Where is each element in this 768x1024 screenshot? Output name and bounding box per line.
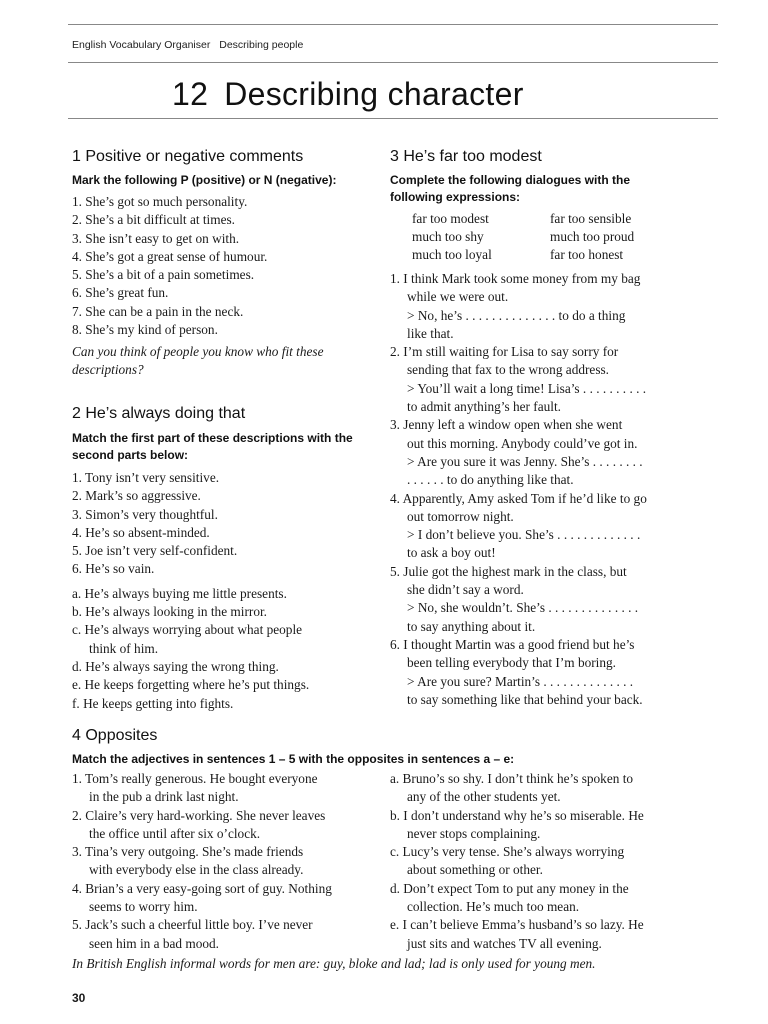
section-instruction: Match the first part of these descriptions with the <box>72 431 353 445</box>
sentence-item <box>72 916 390 953</box>
dialogue-response: > You’ll wait a long time! Lisa’s . . . . . . . . . . <box>407 380 647 396</box>
expression: much too shy <box>412 229 484 244</box>
ending-list <box>72 585 332 713</box>
dialogue-line: out this morning. Anybody could’ve got in. <box>407 435 638 451</box>
section-heading: 2 He’s always doing that <box>72 405 246 422</box>
dialogue-line: 1. I think Mark took some money from my bag <box>390 271 641 286</box>
sentence-line: seen him in a bad mood. <box>89 935 219 951</box>
right-sentences <box>390 770 708 953</box>
sentence-line: b. I don’t understand why he’s so miserable. He <box>390 807 644 823</box>
sentence-line: just sits and watches TV all evening. <box>407 935 602 951</box>
sentence-line: 2. Claire’s very hard-working. She never leaves <box>72 807 326 823</box>
sentence-line: 1. Tom’s really generous. He bought everyone <box>72 771 318 786</box>
expression: far too honest <box>550 247 624 262</box>
dialogue-line: sending that fax to the wrong address. <box>407 362 609 378</box>
list-item: 4. He’s so absent-minded. <box>72 524 210 540</box>
sentence-item <box>72 770 390 807</box>
sentence-line: with everybody else in the class already. <box>89 862 304 878</box>
section-instruction: following expressions: <box>390 190 521 204</box>
left-sentences <box>72 770 390 953</box>
dialogue-response: to say something like that behind your back. <box>407 691 643 707</box>
dialogue-response: > No, she wouldn’t. She’s . . . . . . . . . . . . . . <box>407 600 639 616</box>
dialogue-item <box>390 636 700 709</box>
dialogue-response: > Are you sure? Martin’s . . . . . . . . . . . . . . <box>407 673 634 689</box>
list-item: 6. He’s so vain. <box>72 561 155 577</box>
list-item: 5. She’s a bit of a pain sometimes. <box>72 267 255 283</box>
dialogue-response: > No, he’s . . . . . . . . . . . . . . to do a thing <box>407 307 626 323</box>
list-item: f. He keeps getting into fights. <box>72 695 234 711</box>
sentence-list <box>72 193 372 339</box>
sentence-item <box>390 880 708 917</box>
top-rule <box>68 24 718 25</box>
section-instruction: Mark the following P (positive) or N (negative): <box>72 173 337 187</box>
list-item: 1. Tony isn’t very sensitive. <box>72 470 220 485</box>
list-item: 6. She’s great fun. <box>72 285 169 301</box>
list-item: 3. She isn’t easy to get on with. <box>72 230 240 246</box>
list-item: d. He’s always saying the wrong thing. <box>72 658 279 674</box>
list-item: 7. She can be a pain in the neck. <box>72 303 244 319</box>
description-list <box>72 469 372 579</box>
sentence-line: e. I can’t believe Emma’s husband’s so lazy. He <box>390 917 644 933</box>
list-item: 4. She’s got a great sense of humour. <box>72 248 268 264</box>
sentence-item <box>72 843 390 880</box>
sentence-line: a. Bruno’s so shy. I don’t think he’s spoken to <box>390 771 634 786</box>
list-item: c. He’s always worrying about what people think of him. <box>72 622 303 656</box>
section-instruction: Match the adjectives in sentences 1 – 5 with the opposites in sentences a – e: <box>72 752 515 766</box>
dialogue-response: like that. <box>407 325 454 341</box>
dialogue-response: . . . . . . to do anything like that. <box>407 472 574 488</box>
sentence-line: d. Don’t expect Tom to put any money in the <box>390 880 629 896</box>
dialogue-item <box>390 563 700 636</box>
unit-title: Describing character <box>224 76 524 112</box>
expression: far too modest <box>412 211 489 226</box>
dialogue-response: to say anything about it. <box>407 618 536 634</box>
sentence-line: about something or other. <box>407 862 543 878</box>
list-item: e. He keeps forgetting where he’s put things. <box>72 677 310 693</box>
sentence-line: seems to worry him. <box>89 899 198 915</box>
section-heading: 3 He’s far too modest <box>390 148 542 165</box>
expression: far too sensible <box>550 211 632 226</box>
list-item: b. He’s always looking in the mirror. <box>72 604 267 620</box>
dialogue-item <box>390 416 700 489</box>
sentence-item <box>72 880 390 917</box>
sentence-item <box>390 807 708 844</box>
page-number: 30 <box>72 991 86 1005</box>
book-title: English Vocabulary Organiser <box>72 39 211 51</box>
page-title <box>172 76 524 113</box>
list-item: 2. Mark’s so aggressive. <box>72 488 201 504</box>
sentence-item <box>390 916 708 953</box>
section-heading: 1 Positive or negative comments <box>72 148 304 165</box>
dialogue-line: out tomorrow night. <box>407 508 514 524</box>
dialogue-item <box>390 490 700 563</box>
dialogue-line: 5. Julie got the highest mark in the class, but <box>390 563 627 579</box>
question-line: descriptions? <box>72 362 144 378</box>
section-heading: 4 Opposites <box>72 727 158 744</box>
sentence-line: never stops complaining. <box>407 825 541 841</box>
section-3 <box>390 148 700 709</box>
list-item: 3. Simon’s very thoughtful. <box>72 506 218 522</box>
sentence-item <box>72 807 390 844</box>
dialogue-response: > I don’t believe you. She’s . . . . . . . . . . . . . <box>407 527 641 543</box>
dialogue-response: to ask a boy out! <box>407 545 496 561</box>
dialogue-item <box>390 343 700 416</box>
section-1 <box>72 148 372 379</box>
dialogue-line: been telling everybody that I’m boring. <box>407 655 616 671</box>
dialogue-line: 3. Jenny left a window open when she went <box>390 417 623 433</box>
dialogue-list <box>390 270 700 709</box>
sentence-item <box>390 770 708 807</box>
dialogue-line: 2. I’m still waiting for Lisa to say sorry for <box>390 344 619 360</box>
topic-label: Describing people <box>219 39 304 51</box>
dialogue-response: > Are you sure it was Jenny. She’s . . . . . . . . <box>407 453 643 469</box>
list-item: 2. She’s a bit difficult at times. <box>72 212 235 228</box>
list-item: 8. She’s my kind of person. <box>72 322 218 338</box>
list-item: 1. She’s got so much personality. <box>72 194 248 209</box>
header-rule <box>68 62 718 63</box>
sentence-line: the office until after six o’clock. <box>89 825 261 841</box>
unit-number: 12 <box>172 76 209 112</box>
dialogue-response: to admit anything’s her fault. <box>407 399 561 415</box>
expression: much too loyal <box>412 247 492 262</box>
running-header <box>72 39 309 51</box>
section-instruction: second parts below: <box>72 448 189 462</box>
dialogue-line: 6. I thought Martin was a good friend but he’s <box>390 636 635 652</box>
dialogue-line: she didn’t say a word. <box>407 582 524 598</box>
dialogue-line: while we were out. <box>407 289 509 305</box>
dialogue-item <box>390 270 700 343</box>
sentence-line: 4. Brian’s a very easy-going sort of guy. Nothing <box>72 880 332 896</box>
opposites-columns <box>72 770 712 953</box>
sentence-line: in the pub a drink last night. <box>89 789 239 805</box>
sentence-line: 5. Jack’s such a cheerful little boy. I’ve never <box>72 917 313 933</box>
footer-note: In British English informal words for men are: guy, bloke and lad; lad is only used for young men. <box>72 956 596 971</box>
expression: much too proud <box>550 229 635 244</box>
sentence-line: any of the other students yet. <box>407 789 561 805</box>
sentence-line: c. Lucy’s very tense. She’s always worrying <box>390 844 625 860</box>
sentence-item <box>390 843 708 880</box>
sentence-line: 3. Tina’s very outgoing. She’s made friends <box>72 844 304 860</box>
section-2 <box>72 405 372 713</box>
dialogue-line: 4. Apparently, Amy asked Tom if he’d like to go <box>390 490 647 506</box>
expression-box <box>412 210 700 264</box>
list-item: a. He’s always buying me little presents. <box>72 585 287 601</box>
list-item: 5. Joe isn’t very self-confident. <box>72 543 238 559</box>
section-instruction: Complete the following dialogues with the <box>390 173 630 187</box>
title-rule <box>68 118 718 119</box>
sentence-line: collection. He’s much too mean. <box>407 899 580 915</box>
section-4 <box>72 727 712 953</box>
question-line: Can you think of people you know who fit these <box>72 344 324 360</box>
